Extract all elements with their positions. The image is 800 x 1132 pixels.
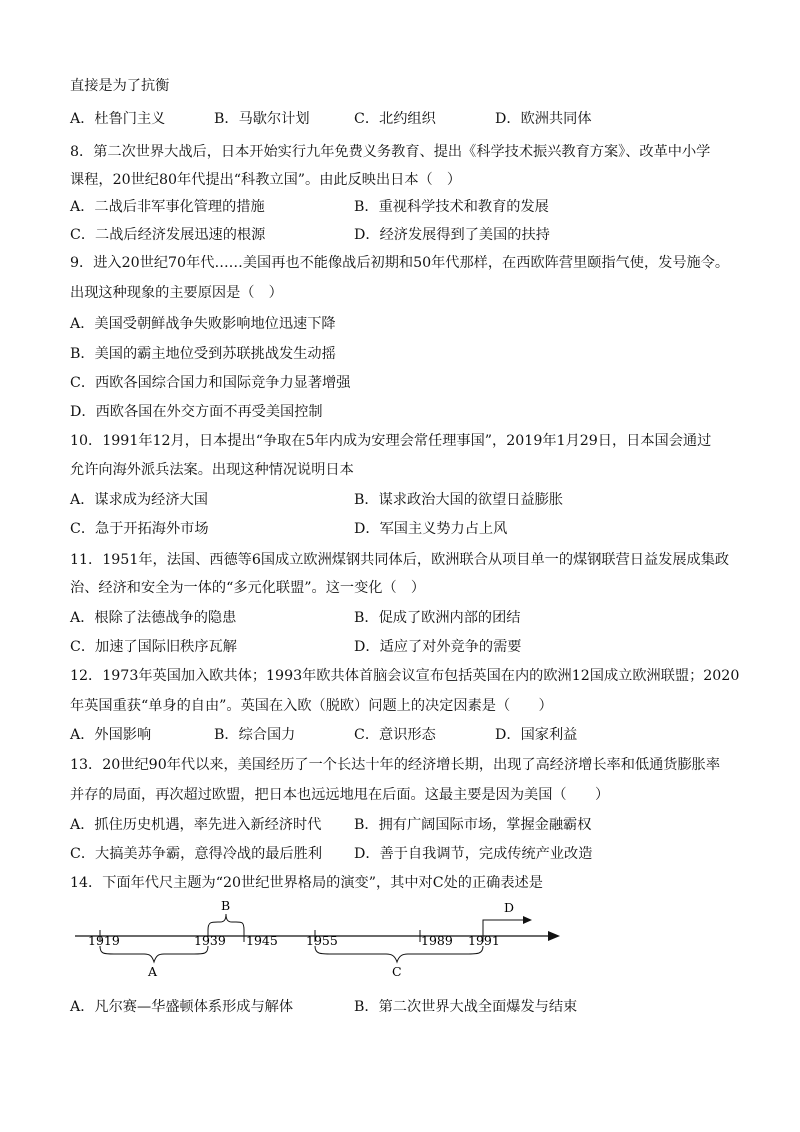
q13-stem-line2: 并存的局面，再次超过欧盟，把日本也远远地甩在后面。这最主要是因为美国（ ） bbox=[70, 787, 610, 803]
q7-stem-tail: 直接是为了抗衡 bbox=[70, 78, 170, 94]
q7-option-b[interactable]: B．马歇尔计划 bbox=[214, 111, 310, 127]
q10-option-b[interactable]: B．谋求政治大国的欲望日益膨胀 bbox=[354, 492, 564, 508]
q11-option-a[interactable]: A．根除了法德战争的隐患 bbox=[70, 610, 237, 626]
q10-option-d[interactable]: D．军国主义势力占上风 bbox=[354, 521, 508, 537]
q12-option-b[interactable]: B．综合国力 bbox=[214, 727, 296, 743]
year-1955: 1955 bbox=[306, 933, 338, 948]
q10-stem-line1: 10．1991年12月，日本提出“争取在5年内成为安理会常任理事国”，2019年1月29日，日本国会通过 bbox=[70, 433, 712, 449]
q7-option-a[interactable]: A．杜鲁门主义 bbox=[70, 111, 166, 127]
q9-stem-line2: 出现这种现象的主要原因是（ ） bbox=[70, 285, 283, 301]
q9-stem-line1: 9．进入20世纪70年代……美国再也不能像战后初期和50年代那样，在西欧阵营里颐指气使，发号施令。 bbox=[70, 255, 730, 271]
label-a: A bbox=[148, 964, 158, 978]
q12-stem-line1: 12．1973年英国加入欧共体；1993年欧共体首脑会议宣布包括英国在内的欧洲12国成立欧洲联盟；2020 bbox=[70, 668, 740, 684]
q8-option-c[interactable]: C．二战后经济发展迅速的根源 bbox=[70, 227, 266, 243]
brace-c bbox=[315, 946, 483, 962]
q8-stem-line1: 8．第二次世界大战后，日本开始实行九年免费义务教育、提出《科学技术振兴教育方案》、改革中小学 bbox=[70, 144, 711, 160]
q10-option-a[interactable]: A．谋求成为经济大国 bbox=[70, 492, 208, 508]
label-b: B bbox=[221, 898, 231, 913]
q12-option-d[interactable]: D．国家利益 bbox=[495, 727, 578, 743]
label-d: D bbox=[504, 900, 515, 915]
q8-option-b[interactable]: B．重视科学技术和教育的发展 bbox=[354, 199, 549, 215]
q9-option-a[interactable]: A．美国受朝鲜战争失败影响地位迅速下降 bbox=[70, 316, 336, 332]
brace-a bbox=[100, 946, 208, 962]
q11-stem-line2: 治、经济和安全为一体的“多元化联盟”。这一变化（ ） bbox=[70, 580, 426, 596]
q11-stem-line1: 11．1951年，法国、西德等6国成立欧洲煤钢共同体后，欧洲联合从项目单一的煤钢联营日益发展成集政 bbox=[70, 552, 730, 568]
q10-stem-line2: 允许向海外派兵法案。出现这种情况说明日本 bbox=[70, 462, 354, 478]
q12-option-a[interactable]: A．外国影响 bbox=[70, 727, 152, 743]
q14-option-a[interactable]: A．凡尔赛—华盛顿体系形成与解体 bbox=[70, 999, 294, 1015]
q7-option-c[interactable]: C．北约组织 bbox=[354, 111, 436, 127]
q8-option-a[interactable]: A．二战后非军事化管理的措施 bbox=[70, 199, 265, 215]
timeline-diagram bbox=[70, 896, 570, 978]
q9-option-c[interactable]: C．西欧各国综合国力和国际竞争力显著增强 bbox=[70, 375, 351, 391]
timeline-arrowhead bbox=[548, 931, 560, 941]
q8-option-d[interactable]: D．经济发展得到了美国的扶持 bbox=[354, 227, 550, 243]
q8-stem-line2: 课程，20世纪80年代提出“科教立国”。由此反映出日本（ ） bbox=[70, 172, 462, 188]
bracket-d bbox=[483, 920, 525, 930]
year-1945: 1945 bbox=[246, 933, 278, 948]
q13-option-c[interactable]: C．大搞美苏争霸，意得冷战的最后胜利 bbox=[70, 846, 323, 862]
q9-option-b[interactable]: B．美国的霸主地位受到苏联挑战发生动摇 bbox=[70, 346, 336, 362]
q14-stem: 14．下面年代尺主题为“20世纪世界格局的演变”，其中对C处的正确表述是 bbox=[70, 875, 543, 891]
q13-stem-line1: 13．20世纪90年代以来，美国经历了一个长达十年的经济增长期，出现了高经济增长率和低通货膨胀率 bbox=[70, 757, 721, 773]
q14-option-b[interactable]: B．第二次世界大战全面爆发与结束 bbox=[354, 999, 578, 1015]
q13-option-d[interactable]: D．善于自我调节，完成传统产业改造 bbox=[354, 846, 593, 862]
q11-option-c[interactable]: C．加速了国际旧秩序瓦解 bbox=[70, 639, 237, 655]
q11-option-d[interactable]: D．适应了对外竞争的需要 bbox=[354, 639, 522, 655]
year-1991: 1991 bbox=[468, 933, 500, 948]
label-c: C bbox=[392, 964, 402, 978]
q13-option-a[interactable]: A．抓住历史机遇，率先进入新经济时代 bbox=[70, 817, 322, 833]
q9-option-d[interactable]: D．西欧各国在外交方面不再受美国控制 bbox=[70, 404, 323, 420]
q12-option-c[interactable]: C．意识形态 bbox=[354, 727, 436, 743]
q10-option-c[interactable]: C．急于开拓海外市场 bbox=[70, 521, 209, 537]
q7-option-d[interactable]: D．欧洲共同体 bbox=[495, 111, 592, 127]
q11-option-b[interactable]: B．促成了欧洲内部的团结 bbox=[354, 610, 521, 626]
q12-stem-line2: 年英国重获“单身的自由”。英国在入欧（脱欧）问题上的决定因素是（ ） bbox=[70, 698, 553, 714]
year-1939: 1939 bbox=[194, 933, 226, 948]
year-1919: 1919 bbox=[88, 933, 120, 948]
q13-option-b[interactable]: B．拥有广阔国际市场，掌握金融霸权 bbox=[354, 817, 592, 833]
brace-b bbox=[208, 914, 244, 930]
year-1989: 1989 bbox=[421, 933, 453, 948]
